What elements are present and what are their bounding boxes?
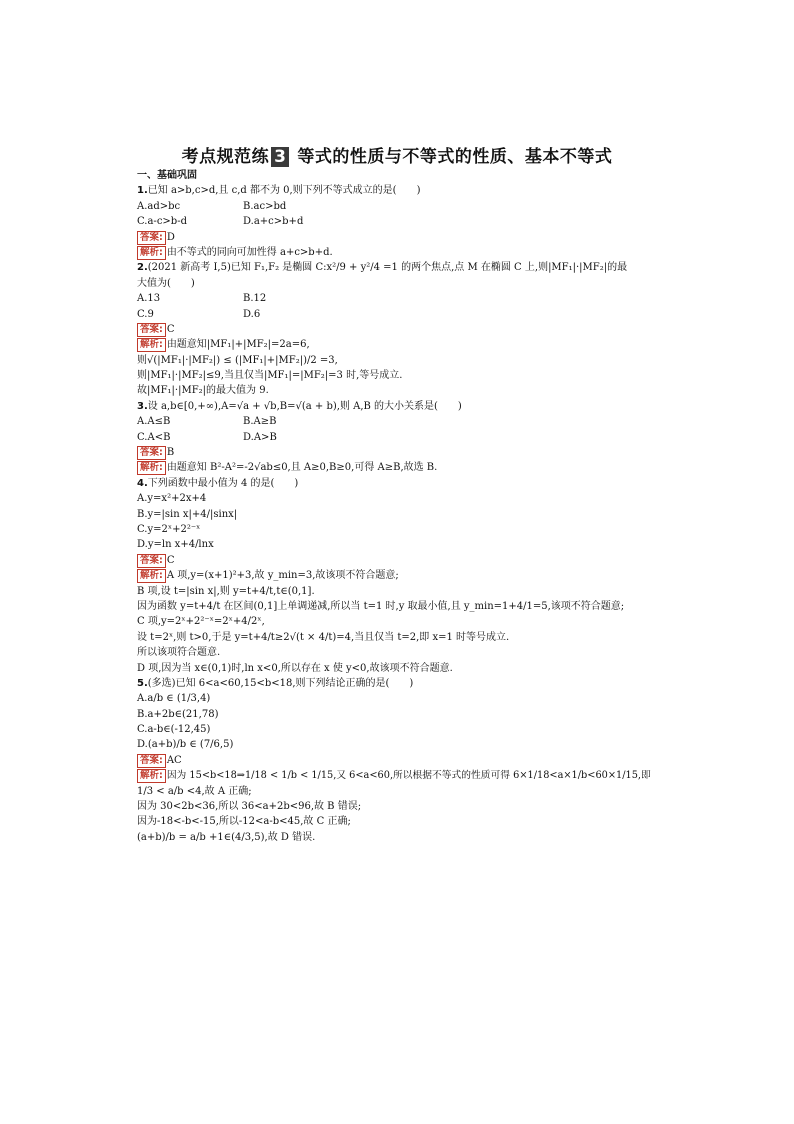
analysis-line: 则√(|MF₁|·|MF₂|) ≤ (|MF₁|+|MF₂|)/2 =3, (137, 354, 338, 366)
section-heading: 一、基础巩固 (137, 170, 197, 181)
question-2-options-row (137, 291, 657, 306)
analysis-tag: 解析: (137, 769, 166, 783)
answer-line: 答案: C (137, 553, 657, 568)
answer-line: 答案: D (137, 230, 657, 245)
answer-line: 答案: C (137, 322, 657, 337)
title-prefix: 考点规范练 (181, 147, 270, 167)
analysis-line: (a+b)/b = a/b +1∈(4/3,5),故 D 错误. (137, 831, 316, 843)
analysis-line: 解析: 因为 15<b<18⇒1/18 < 1/b < 1/15,又 6<a<60,所以根据不等式的性质可得 6×1/18<a×1/b<60×1/15,即 (137, 768, 657, 783)
analysis-line: B 项,设 t=|sin x|,则 y=t+4/t,t∈(0,1]. (137, 585, 315, 597)
option-d: D.y=ln x+4/lnx (137, 539, 214, 551)
answer-tag: 答案: (137, 554, 166, 568)
question-3-options-row (137, 414, 657, 429)
option-c: C.a-c>b-d (137, 216, 187, 228)
analysis-line: 解析: A 项,y=(x+1)²+3,故 y_min=3,故该项不符合题意; (137, 568, 657, 583)
option-d: D.(a+b)/b ∈ (7/6,5) (137, 739, 234, 751)
exercise-content (137, 168, 657, 845)
question-1-stem: 1.已知 a>b,c>d,且 c,d 都不为 0,则下列不等式成立的是( ) (137, 185, 421, 197)
question-1-options-row (137, 199, 657, 214)
option-b: B.ac>bd (243, 200, 287, 212)
answer-tag: 答案: (137, 754, 166, 768)
option-b: B.y=|sin x|+4/|sinx| (137, 508, 238, 520)
analysis-line: 因为函数 y=t+4/t 在区间(0,1]上单调递减,所以当 t=1 时,y 取最小值,且 y_min=1+4/1=5,该项不符合题意; (137, 600, 625, 612)
question-1-options-row (137, 214, 657, 229)
analysis-line: 故|MF₁|·|MF₂|的最大值为 9. (137, 385, 269, 397)
analysis-line: 因为-18<-b<-15,所以-12<a-b<45,故 C 正确; (137, 816, 351, 828)
option-a: A.a/b ∈ (1/3,4) (137, 693, 211, 705)
question-3-stem: 3.设 a,b∈[0,+∞),A=√a + √b,B=√(a + b),则 A,B 的大小关系是( ) (137, 400, 462, 412)
analysis-line: 解析: 由题意知 B²-A²=-2√ab≤0,且 A≥0,B≥0,可得 A≥B,故选 B. (137, 460, 657, 475)
analysis-line: 因为 30<2b<36,所以 36<a+2b<96,故 B 错误; (137, 801, 362, 813)
analysis-line: C 项,y=2ˣ+2²⁻ˣ=2ˣ+4/2ˣ, (137, 616, 265, 628)
option-d: D.a+c>b+d (243, 216, 304, 228)
analysis-line: 则|MF₁|·|MF₂|≤9,当且仅当|MF₁|=|MF₂|=3 时,等号成立. (137, 370, 403, 382)
question-2-options-row (137, 307, 657, 322)
question-2-stem: 2.(2021 新高考 Ⅰ,5)已知 F₁,F₂ 是椭圆 C:x²/9 + y²/4 =1 的两个焦点,点 M 在椭圆 C 上,则|MF₁|·|MF₂|的最 (137, 262, 628, 274)
option-c: C.a-b∈(-12,45) (137, 724, 211, 736)
question-5-stem: 5.(多选)已知 6<a<60,15<b<18,则下列结论正确的是( ) (137, 677, 414, 689)
option-b: B.A≥B (243, 416, 277, 428)
analysis-tag: 解析: (137, 461, 166, 475)
analysis-line: D 项,因为当 x∈(0,1)时,ln x<0,所以存在 x 使 y<0,故该项不符合题意. (137, 662, 453, 674)
option-a: A.13 (137, 293, 161, 305)
option-c: C.y=2ˣ+2²⁻ˣ (137, 523, 201, 535)
analysis-line: 设 t=2ˣ,则 t>0,于是 y=t+4/t≥2√(t × 4/t)=4,当且仅当 t=2,即 x=1 时等号成立. (137, 631, 510, 643)
option-d: D.6 (243, 308, 261, 320)
option-a: A.ad>bc (137, 200, 181, 212)
analysis-line: 1/3 < a/b <4,故 A 正确; (137, 785, 252, 797)
option-c: C.9 (137, 308, 154, 320)
option-b: B.a+2b∈(21,78) (137, 708, 219, 720)
analysis-line: 解析: 由题意知|MF₁|+|MF₂|=2a=6, (137, 337, 657, 352)
question-4-stem: 4.下列函数中最小值为 4 的是( ) (137, 477, 299, 489)
page-title (0, 142, 794, 167)
analysis-tag: 解析: (137, 246, 166, 260)
answer-line: 答案: B (137, 445, 657, 460)
analysis-line: 所以该项符合题意. (137, 647, 221, 659)
analysis-line: 解析: 由不等式的同向可加性得 a+c>b+d. (137, 245, 657, 260)
answer-tag: 答案: (137, 323, 166, 337)
title-text: 等式的性质与不等式的性质、基本不等式 (297, 147, 613, 167)
answer-tag: 答案: (137, 231, 166, 245)
title-number-badge: 3 (271, 147, 289, 167)
question-3-options-row (137, 430, 657, 445)
option-b: B.12 (243, 293, 267, 305)
option-c: C.A<B (137, 431, 171, 443)
option-d: D.A>B (243, 431, 277, 443)
analysis-tag: 解析: (137, 569, 166, 583)
question-2-stem-cont: 大值为( ) (137, 277, 195, 289)
answer-line: 答案: AC (137, 753, 657, 768)
option-a: A.A≤B (137, 416, 171, 428)
analysis-tag: 解析: (137, 338, 166, 352)
option-a: A.y=x²+2x+4 (137, 493, 207, 505)
answer-tag: 答案: (137, 446, 166, 460)
